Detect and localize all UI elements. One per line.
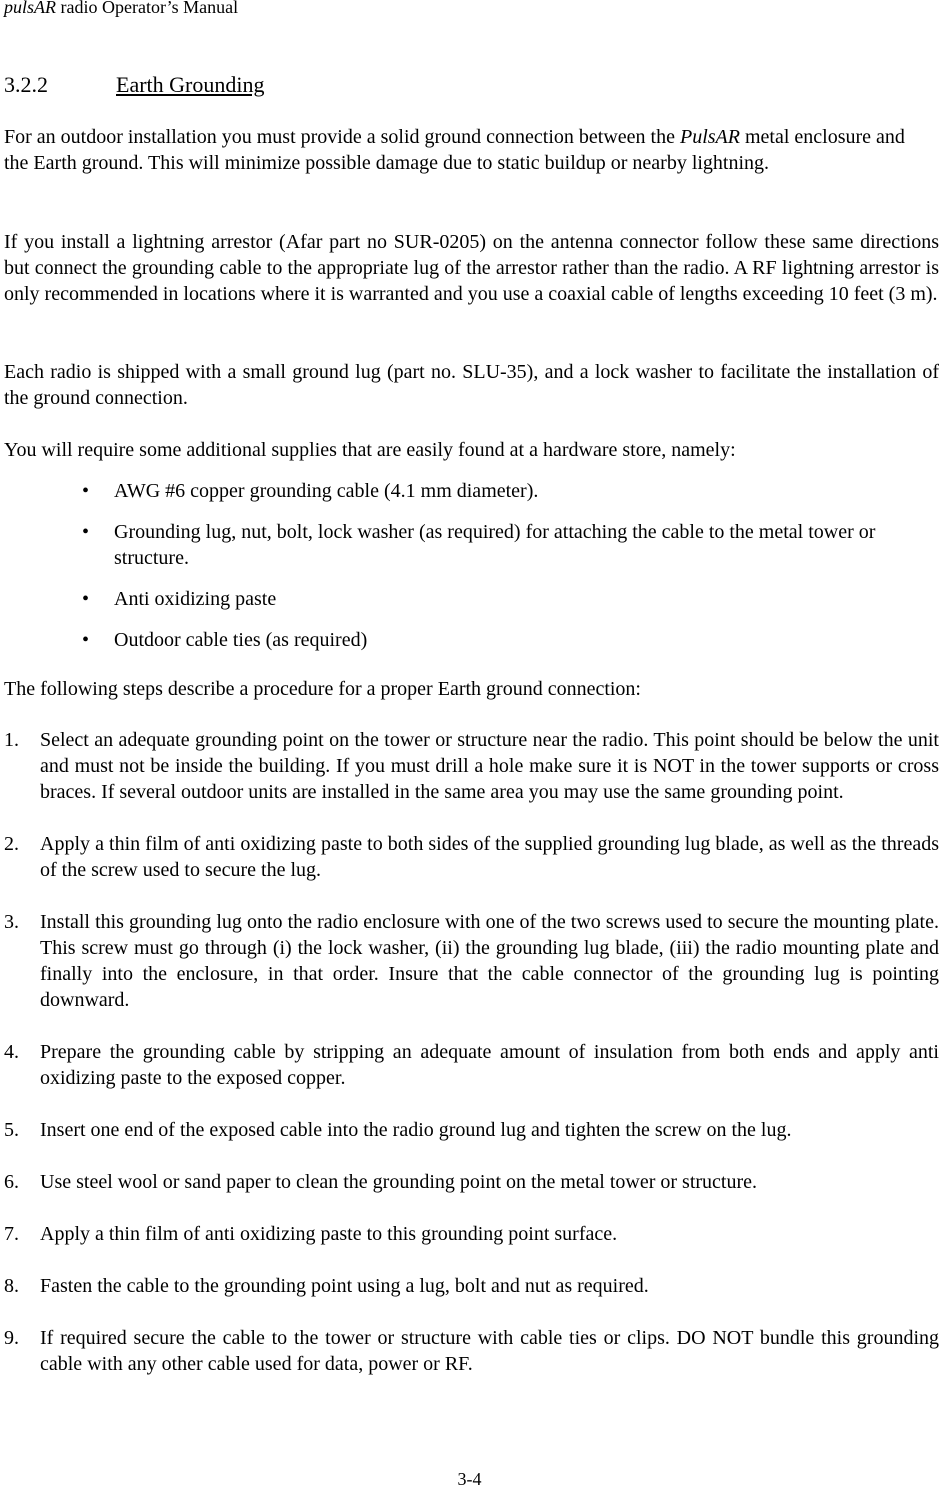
step-text: Insert one end of the exposed cable into the radio ground lug and tighten the screw on the lug. <box>40 1119 792 1141</box>
bullet-icon: • <box>82 629 90 651</box>
step-number: 4. <box>4 1041 19 1063</box>
intro-paragraph-3: Each radio is shipped with a small ground lug (part no. SLU-35), and a lock washer to facilitate the installation of the ground connection. <box>4 361 939 409</box>
steps-intro: The following steps describe a procedure for a proper Earth ground connection: <box>4 678 641 700</box>
step-item <box>4 1221 939 1247</box>
step-text: Use steel wool or sand paper to clean the grounding point on the metal tower or structure. <box>40 1171 758 1193</box>
intro-p1-brand: PulsAR <box>680 126 740 148</box>
step-text: Fasten the cable to the grounding point using a lug, bolt and nut as required. <box>40 1275 649 1297</box>
supplies-list <box>82 478 902 668</box>
step-item <box>4 1039 939 1091</box>
intro-paragraph-1 <box>4 124 934 176</box>
list-item-text: AWG #6 copper grounding cable (4.1 mm diameter). <box>114 480 539 502</box>
list-item-text: Outdoor cable ties (as required) <box>114 629 368 651</box>
step-text: Apply a thin film of anti oxidizing paste to this grounding point surface. <box>40 1223 618 1245</box>
step-text: Apply a thin film of anti oxidizing paste to both sides of the supplied grounding lug blade, as well as the threads of the screw used to secure the lug. <box>40 833 939 881</box>
bullet-icon: • <box>82 480 90 502</box>
step-item <box>4 1117 939 1143</box>
step-number: 9. <box>4 1327 19 1349</box>
step-item <box>4 1273 939 1299</box>
running-header <box>4 0 238 18</box>
header-title: radio Operator’s Manual <box>56 0 239 17</box>
step-text: If required secure the cable to the tower or structure with cable ties or clips. DO NOT bundle this grounding cable with any other cable used for data, power or RF. <box>40 1327 939 1375</box>
page-number: 3-4 <box>457 1469 482 1489</box>
step-item <box>4 909 939 1013</box>
step-item <box>4 727 939 805</box>
step-number: 3. <box>4 911 19 933</box>
list-item-text: Grounding lug, nut, bolt, lock washer (as required) for attaching the cable to the metal tower or structure. <box>114 521 876 569</box>
step-number: 8. <box>4 1275 19 1297</box>
intro-p1-text-b: metal enclosure and the Earth ground. This will minimize possible damage due to static buildup or nearby lightning. <box>4 126 905 174</box>
step-number: 5. <box>4 1119 19 1141</box>
step-text: Prepare the grounding cable by stripping an adequate amount of insulation from both ends and apply anti oxidizing paste to the exposed copper. <box>40 1041 939 1089</box>
list-item <box>82 478 902 504</box>
intro-paragraph-2: If you install a lightning arrestor (Afar part no SUR-0205) on the antenna connector follow these same directions but connect the grounding cable to the appropriate lug of the arrestor rather than the radio. A RF lightning arrestor is only recommended in locations where it is warranted and you use a coaxial cable of lengths exceeding 10 feet (3 m). <box>4 231 939 305</box>
procedure-steps <box>4 727 939 1403</box>
section-number: 3.2.2 <box>4 72 48 97</box>
intro-paragraph-4: You will require some additional supplies that are easily found at a hardware store, namely: <box>4 439 736 461</box>
step-item <box>4 1325 939 1377</box>
header-brand: pulsAR <box>4 0 56 17</box>
list-item <box>82 586 902 612</box>
step-number: 1. <box>4 729 19 751</box>
bullet-icon: • <box>82 521 90 543</box>
intro-p1-text-a: For an outdoor installation you must provide a solid ground connection between the <box>4 126 680 148</box>
step-item <box>4 1169 939 1195</box>
step-number: 6. <box>4 1171 19 1193</box>
list-item <box>82 519 902 571</box>
step-number: 2. <box>4 833 19 855</box>
bullet-icon: • <box>82 588 90 610</box>
section-heading <box>4 72 264 98</box>
step-text: Install this grounding lug onto the radio enclosure with one of the two screws used to secure the mounting plate. This screw must go through (i) the lock washer, (ii) the grounding lug blade, (iii) the radio mounting plate and finally into the enclosure, in that order. Insure that the cable connector of the grounding lug is pointing downward. <box>40 911 939 1011</box>
step-text: Select an adequate grounding point on the tower or structure near the radio. This point should be below the unit and must not be inside the building. If you must drill a hole make sure it is NOT in the tower supports or cross braces. If several outdoor units are installed in the same area you may use the same grounding point. <box>40 729 939 803</box>
section-title: Earth Grounding <box>116 72 265 97</box>
step-item <box>4 831 939 883</box>
list-item-text: Anti oxidizing paste <box>114 588 277 610</box>
list-item <box>82 627 902 653</box>
step-number: 7. <box>4 1223 19 1245</box>
